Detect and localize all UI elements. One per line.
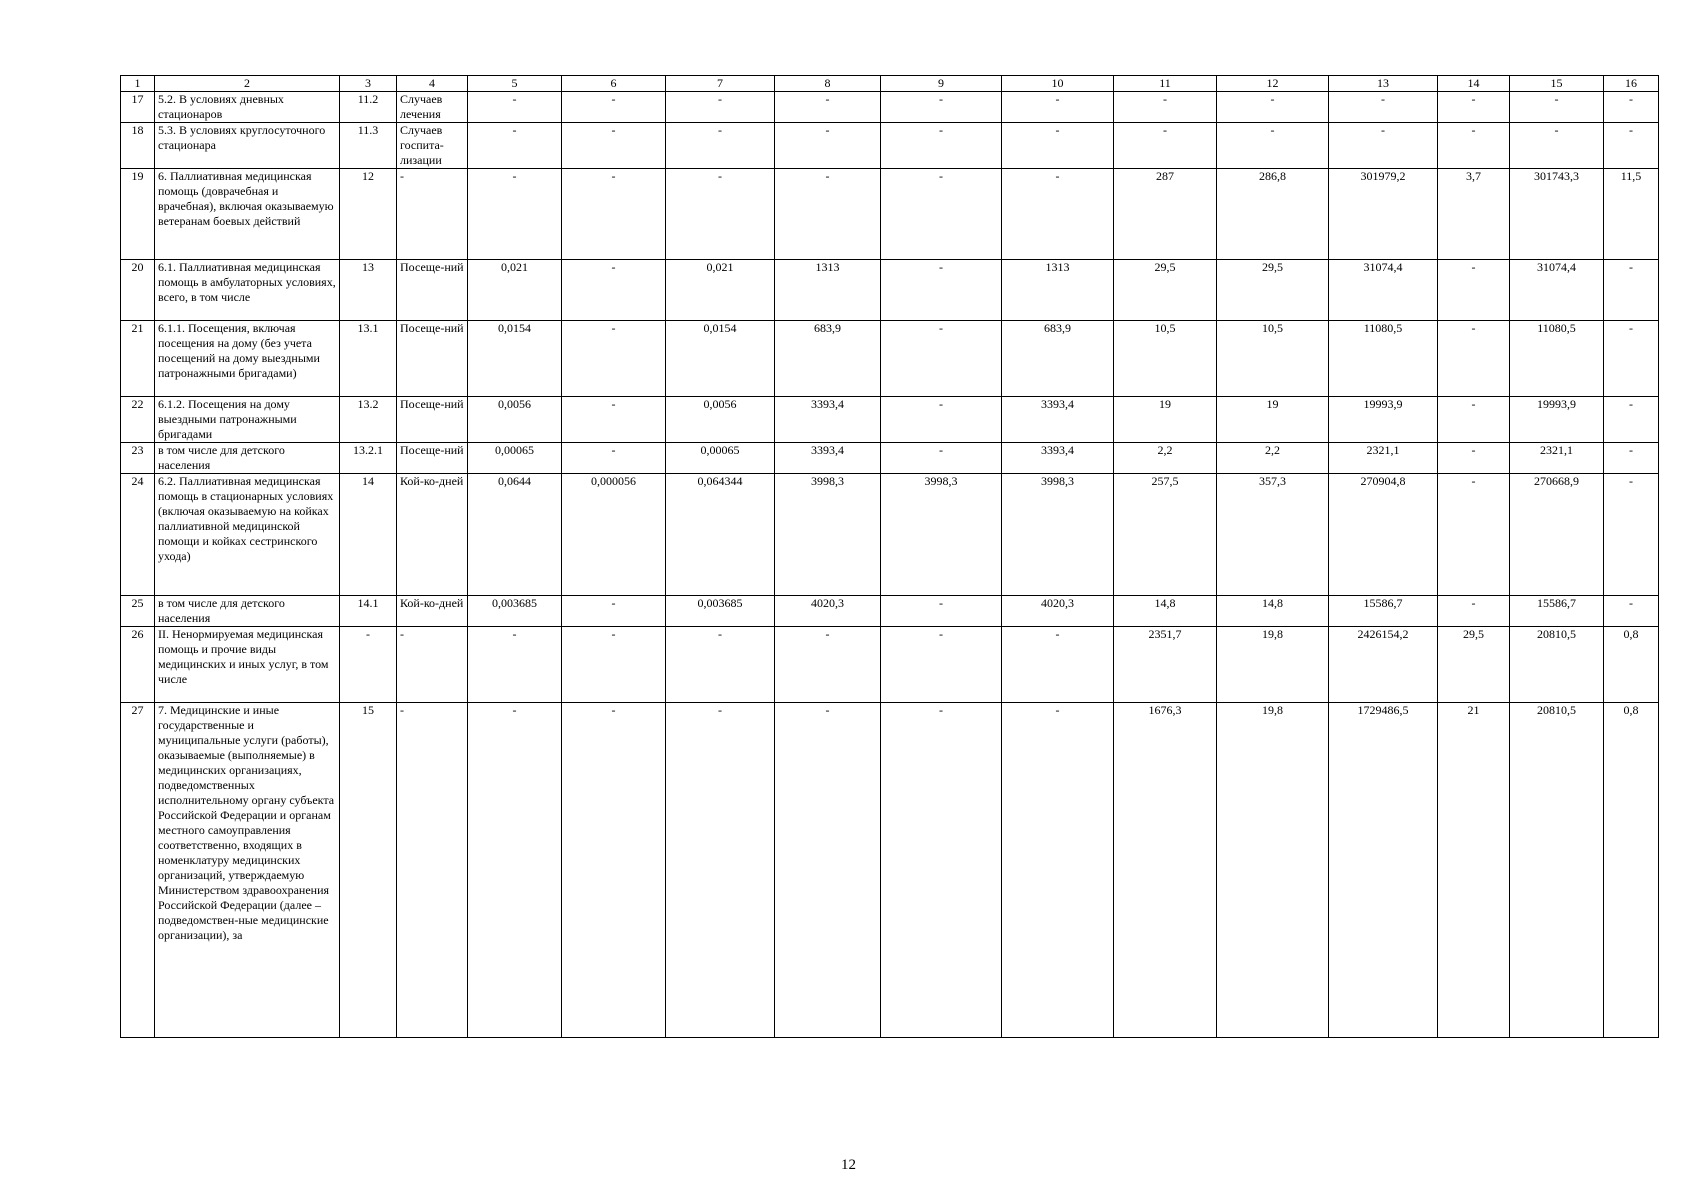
value-cell: 0,0154 (468, 321, 562, 397)
value-cell: 0,0056 (666, 397, 775, 443)
table-row (121, 474, 1659, 596)
row-description-cell: II. Ненормируемая медицинская помощь и прочие виды медицинских и иных услуг, в том числе (155, 627, 340, 703)
value-cell: 1729486,5 (1329, 703, 1438, 1038)
row-description-cell: 5.3. В условиях круглосуточного стационара (155, 123, 340, 169)
table-row (121, 596, 1659, 627)
value-cell: 0,003685 (666, 596, 775, 627)
row-number-cell: 26 (121, 627, 155, 703)
value-cell: 11.2 (340, 92, 397, 123)
value-cell: 1313 (1002, 260, 1114, 321)
value-cell: 19993,9 (1510, 397, 1604, 443)
table-row (121, 397, 1659, 443)
value-cell: 257,5 (1114, 474, 1217, 596)
value-cell: - (562, 321, 666, 397)
value-cell: - (1510, 123, 1604, 169)
value-cell: 19,8 (1217, 703, 1329, 1038)
table-row (121, 443, 1659, 474)
row-number-cell: 17 (121, 92, 155, 123)
value-cell: 286,8 (1217, 169, 1329, 260)
value-cell: 2,2 (1114, 443, 1217, 474)
value-cell: - (1329, 92, 1438, 123)
value-cell: - (881, 397, 1002, 443)
data-table (120, 75, 1659, 1038)
column-number-cell: 13 (1329, 76, 1438, 92)
value-cell: - (1438, 443, 1510, 474)
unit-cell: - (397, 627, 468, 703)
value-cell: 0,003685 (468, 596, 562, 627)
value-cell: - (775, 123, 881, 169)
value-cell: - (666, 627, 775, 703)
value-cell: - (881, 627, 1002, 703)
column-number-cell: 14 (1438, 76, 1510, 92)
unit-cell: Кой-ко-дней (397, 596, 468, 627)
value-cell: 1313 (775, 260, 881, 321)
value-cell: 270904,8 (1329, 474, 1438, 596)
column-number-cell: 12 (1217, 76, 1329, 92)
value-cell: - (468, 627, 562, 703)
unit-cell: Посеще-ний (397, 321, 468, 397)
value-cell: - (1510, 92, 1604, 123)
row-number-cell: 21 (121, 321, 155, 397)
value-cell: 3393,4 (1002, 443, 1114, 474)
value-cell: 15586,7 (1510, 596, 1604, 627)
value-cell: - (1438, 596, 1510, 627)
value-cell: 15586,7 (1329, 596, 1438, 627)
unit-cell: - (397, 703, 468, 1038)
column-number-row (121, 76, 1659, 92)
value-cell: 301743,3 (1510, 169, 1604, 260)
row-description-cell: 6.2. Паллиативная медицинская помощь в стационарных условиях (включая оказываемую на койках паллиативной медицинской помощи и койках сестринского ухода) (155, 474, 340, 596)
value-cell: - (1438, 92, 1510, 123)
value-cell: - (1604, 596, 1659, 627)
value-cell: - (1002, 703, 1114, 1038)
value-cell: - (1604, 123, 1659, 169)
table-row (121, 627, 1659, 703)
row-description-cell: 6.1. Паллиативная медицинская помощь в амбулаторных условиях, всего, в том числе (155, 260, 340, 321)
column-number-cell: 6 (562, 76, 666, 92)
value-cell: 3998,3 (1002, 474, 1114, 596)
value-cell: - (562, 123, 666, 169)
value-cell: 3393,4 (1002, 397, 1114, 443)
column-number-cell: 9 (881, 76, 1002, 92)
value-cell: 0,8 (1604, 627, 1659, 703)
value-cell: 13 (340, 260, 397, 321)
value-cell: 10,5 (1217, 321, 1329, 397)
value-cell: 11080,5 (1510, 321, 1604, 397)
value-cell: - (1438, 397, 1510, 443)
value-cell: - (881, 703, 1002, 1038)
value-cell: 29,5 (1438, 627, 1510, 703)
value-cell: 14,8 (1217, 596, 1329, 627)
value-cell: 11,5 (1604, 169, 1659, 260)
column-number-cell: 5 (468, 76, 562, 92)
value-cell: - (1604, 397, 1659, 443)
value-cell: 21 (1438, 703, 1510, 1038)
value-cell: - (1604, 321, 1659, 397)
value-cell: - (1604, 443, 1659, 474)
value-cell: - (775, 703, 881, 1038)
value-cell: 0,00065 (666, 443, 775, 474)
value-cell: 4020,3 (775, 596, 881, 627)
value-cell: 0,021 (468, 260, 562, 321)
value-cell: 12 (340, 169, 397, 260)
value-cell: - (562, 443, 666, 474)
value-cell: - (881, 92, 1002, 123)
value-cell: 683,9 (775, 321, 881, 397)
value-cell: - (1002, 627, 1114, 703)
row-number-cell: 24 (121, 474, 155, 596)
value-cell: 20810,5 (1510, 627, 1604, 703)
value-cell: - (881, 443, 1002, 474)
value-cell: 14.1 (340, 596, 397, 627)
row-number-cell: 20 (121, 260, 155, 321)
page-number: 12 (841, 1157, 856, 1173)
unit-cell: Кой-ко-дней (397, 474, 468, 596)
row-number-cell: 25 (121, 596, 155, 627)
value-cell: 0,0154 (666, 321, 775, 397)
table-row (121, 703, 1659, 1038)
value-cell: - (1438, 474, 1510, 596)
value-cell: - (775, 92, 881, 123)
value-cell: - (1002, 92, 1114, 123)
unit-cell: Посеще-ний (397, 397, 468, 443)
table-row (121, 321, 1659, 397)
row-description-cell: в том числе для детского населения (155, 443, 340, 474)
value-cell: - (1438, 260, 1510, 321)
value-cell: 29,5 (1114, 260, 1217, 321)
value-cell: 19993,9 (1329, 397, 1438, 443)
value-cell: 2,2 (1217, 443, 1329, 474)
value-cell: - (1329, 123, 1438, 169)
table-row (121, 123, 1659, 169)
value-cell: - (666, 123, 775, 169)
value-cell: 4020,3 (1002, 596, 1114, 627)
value-cell: - (1002, 169, 1114, 260)
value-cell: - (562, 596, 666, 627)
column-number-cell: 8 (775, 76, 881, 92)
table-row (121, 92, 1659, 123)
row-description-cell: в том числе для детского населения (155, 596, 340, 627)
value-cell: - (562, 169, 666, 260)
row-description-cell: 6. Паллиативная медицинская помощь (доврачебная и врачебная), включая оказываемую ветеранам боевых действий (155, 169, 340, 260)
value-cell: - (1002, 123, 1114, 169)
value-cell: - (562, 397, 666, 443)
value-cell: - (1217, 123, 1329, 169)
value-cell: - (1217, 92, 1329, 123)
value-cell: 2321,1 (1510, 443, 1604, 474)
unit-cell: Случаев лечения (397, 92, 468, 123)
value-cell: 29,5 (1217, 260, 1329, 321)
value-cell: - (340, 627, 397, 703)
value-cell: 19 (1114, 397, 1217, 443)
value-cell: 0,064344 (666, 474, 775, 596)
row-description-cell: 5.2. В условиях дневных стационаров (155, 92, 340, 123)
value-cell: 13.2 (340, 397, 397, 443)
value-cell: - (881, 123, 1002, 169)
unit-cell: - (397, 169, 468, 260)
column-number-cell: 10 (1002, 76, 1114, 92)
value-cell: 0,8 (1604, 703, 1659, 1038)
row-number-cell: 23 (121, 443, 155, 474)
row-number-cell: 22 (121, 397, 155, 443)
value-cell: 1676,3 (1114, 703, 1217, 1038)
value-cell: - (468, 169, 562, 260)
value-cell: 0,0644 (468, 474, 562, 596)
value-cell: 19,8 (1217, 627, 1329, 703)
value-cell: 3393,4 (775, 397, 881, 443)
value-cell: 0,00065 (468, 443, 562, 474)
row-description-cell: 7. Медицинские и иные государственные и муниципальные услуги (работы), оказываемые (выполняемые) в медицинских организациях, подведомственных исполнительному органу субъекта Российской Федерации и органам местного самоуправления соответственно, входящих в номенклатуру медицинских организаций, утверждаемую Министерством здравоохранения Российской Федерации (далее – подведомствен-ные медицинские организации), за (155, 703, 340, 1038)
unit-cell: Случаев госпита-лизации (397, 123, 468, 169)
value-cell: 3393,4 (775, 443, 881, 474)
column-number-cell: 4 (397, 76, 468, 92)
value-cell: - (1438, 123, 1510, 169)
value-cell: 287 (1114, 169, 1217, 260)
row-number-cell: 19 (121, 169, 155, 260)
value-cell: - (468, 123, 562, 169)
value-cell: 15 (340, 703, 397, 1038)
value-cell: - (562, 627, 666, 703)
row-number-cell: 18 (121, 123, 155, 169)
value-cell: 0,0056 (468, 397, 562, 443)
value-cell: 357,3 (1217, 474, 1329, 596)
value-cell: - (468, 703, 562, 1038)
value-cell: 20810,5 (1510, 703, 1604, 1038)
value-cell: - (468, 92, 562, 123)
value-cell: 14,8 (1114, 596, 1217, 627)
value-cell: - (666, 169, 775, 260)
value-cell: - (1604, 92, 1659, 123)
column-number-cell: 1 (121, 76, 155, 92)
value-cell: 31074,4 (1510, 260, 1604, 321)
column-number-cell: 15 (1510, 76, 1604, 92)
value-cell: 3998,3 (881, 474, 1002, 596)
value-cell: - (1114, 123, 1217, 169)
unit-cell: Посеще-ний (397, 260, 468, 321)
value-cell: 3998,3 (775, 474, 881, 596)
value-cell: - (881, 169, 1002, 260)
value-cell: - (775, 169, 881, 260)
value-cell: 270668,9 (1510, 474, 1604, 596)
table-row (121, 260, 1659, 321)
value-cell: - (562, 703, 666, 1038)
value-cell: - (666, 703, 775, 1038)
value-cell: 0,000056 (562, 474, 666, 596)
column-number-cell: 16 (1604, 76, 1659, 92)
value-cell: - (881, 260, 1002, 321)
value-cell: 3,7 (1438, 169, 1510, 260)
value-cell: - (666, 92, 775, 123)
value-cell: - (1438, 321, 1510, 397)
column-number-cell: 11 (1114, 76, 1217, 92)
value-cell: - (881, 321, 1002, 397)
column-number-cell: 7 (666, 76, 775, 92)
value-cell: 2321,1 (1329, 443, 1438, 474)
value-cell: 13.2.1 (340, 443, 397, 474)
value-cell: 13.1 (340, 321, 397, 397)
row-number-cell: 27 (121, 703, 155, 1038)
value-cell: 301979,2 (1329, 169, 1438, 260)
row-description-cell: 6.1.1. Посещения, включая посещения на дому (без учета посещений на дому выездными патронажными бригадами) (155, 321, 340, 397)
value-cell: 11.3 (340, 123, 397, 169)
value-cell: 2426154,2 (1329, 627, 1438, 703)
value-cell: 31074,4 (1329, 260, 1438, 321)
value-cell: 683,9 (1002, 321, 1114, 397)
value-cell: - (1604, 474, 1659, 596)
value-cell: - (562, 92, 666, 123)
value-cell: - (562, 260, 666, 321)
unit-cell: Посеще-ний (397, 443, 468, 474)
value-cell: 2351,7 (1114, 627, 1217, 703)
value-cell: - (775, 627, 881, 703)
value-cell: 19 (1217, 397, 1329, 443)
value-cell: 0,021 (666, 260, 775, 321)
value-cell: 14 (340, 474, 397, 596)
row-description-cell: 6.1.2. Посещения на дому выездными патронажными бригадами (155, 397, 340, 443)
value-cell: - (1604, 260, 1659, 321)
value-cell: - (1114, 92, 1217, 123)
value-cell: - (881, 596, 1002, 627)
table-body (121, 76, 1659, 1038)
value-cell: 10,5 (1114, 321, 1217, 397)
table-row (121, 169, 1659, 260)
column-number-cell: 3 (340, 76, 397, 92)
column-number-cell: 2 (155, 76, 340, 92)
value-cell: 11080,5 (1329, 321, 1438, 397)
